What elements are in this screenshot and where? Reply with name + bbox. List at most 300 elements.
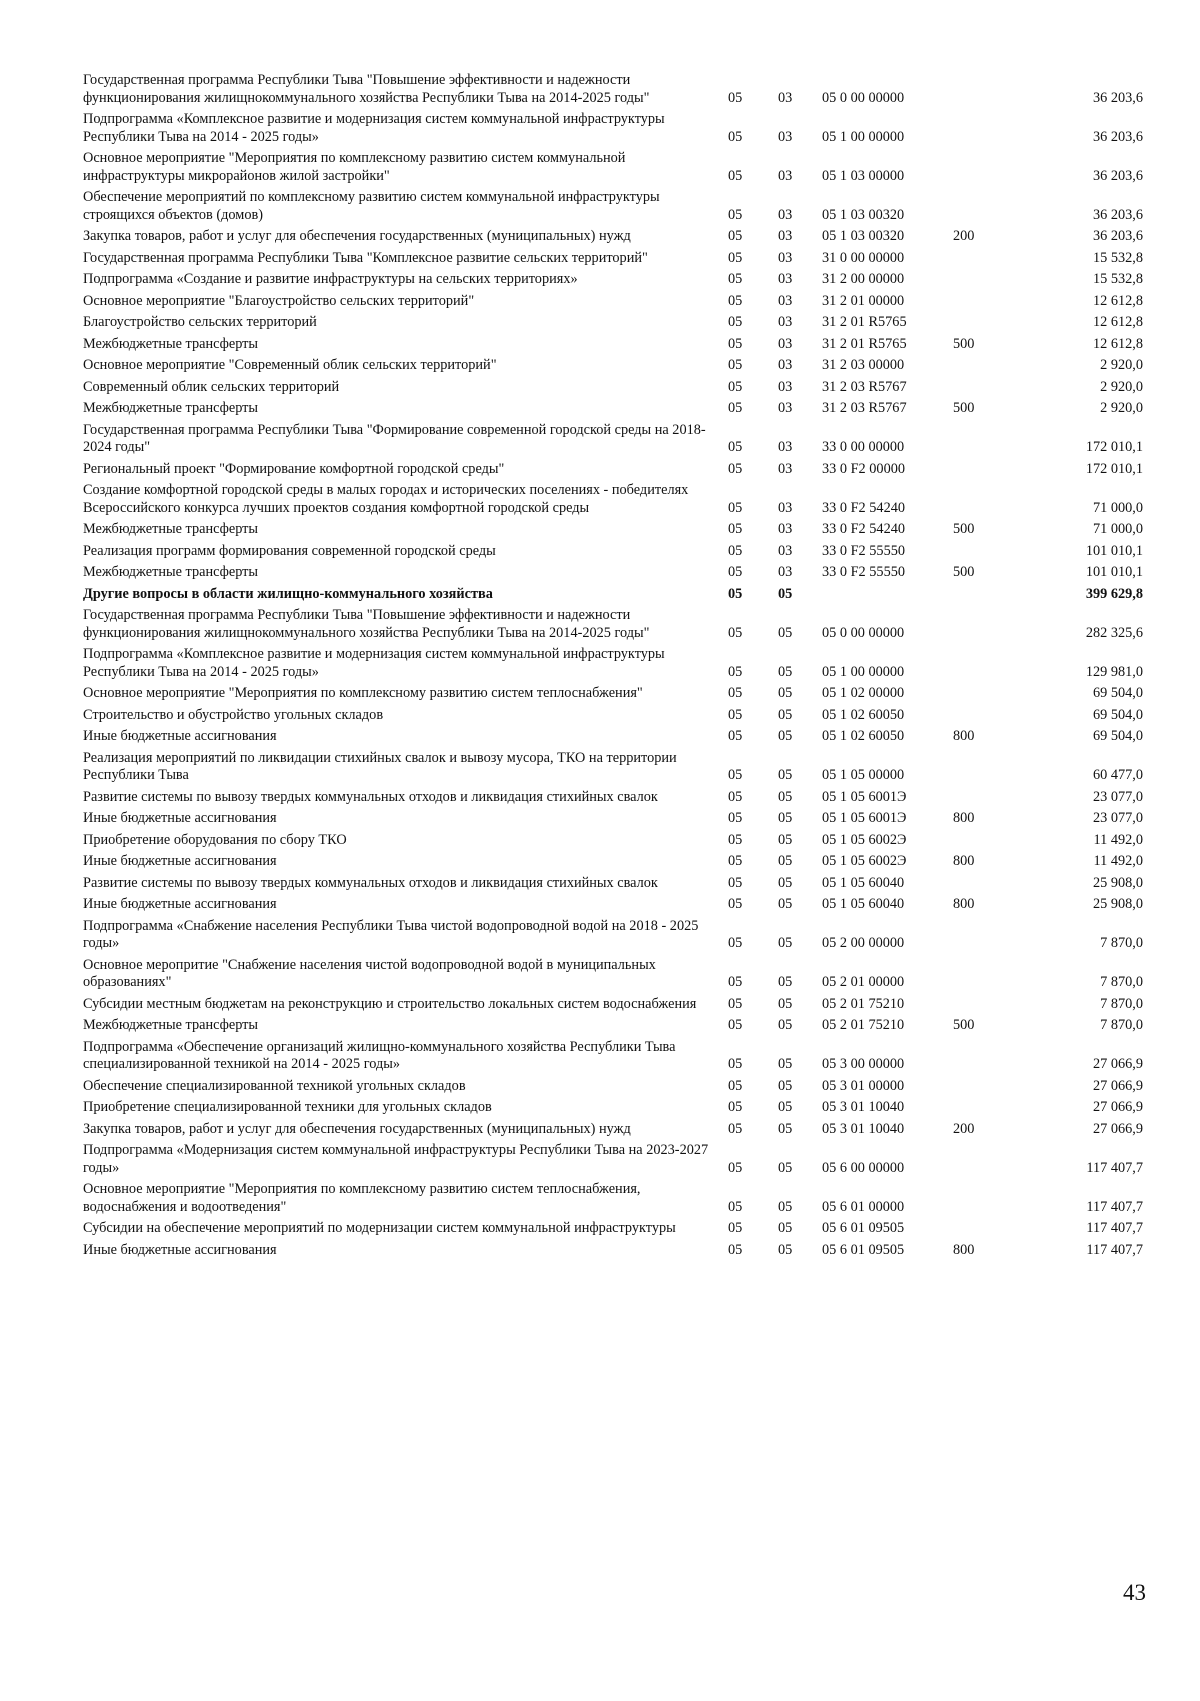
table-row <box>83 312 1143 334</box>
section-code: 05 <box>728 206 743 223</box>
budget-item-name: Основное мероприятие "Мероприятия по комплексному развитию систем коммунальной инфраструктуры микрорайонов жилой застройки" <box>83 150 626 184</box>
subsection-code: 03 <box>778 378 793 395</box>
budget-item-name: Подпрограмма «Обеспечение организаций жилищно-коммунального хозяйства Республики Тыва специализированной техникой на 2014 - 2025 годы» <box>83 1038 676 1072</box>
target-article-code: 05 3 00 00000 <box>822 1056 905 1072</box>
amount: 7 870,0 <box>1100 974 1143 990</box>
budget-item-name: Межбюджетные трансферты <box>83 335 259 352</box>
budget-item-name: Современный облик сельских территорий <box>83 378 340 395</box>
expense-type-code <box>953 705 1026 727</box>
subsection-code: 03 <box>778 357 793 373</box>
target-article-code: 05 2 01 75210 <box>822 1017 905 1033</box>
budget-item-name: Межбюджетные трансферты <box>83 564 259 580</box>
expense-type-code <box>953 787 1026 809</box>
amount: 117 407,7 <box>1086 1159 1143 1176</box>
target-article-code: 05 1 00 00000 <box>822 128 905 145</box>
budget-item-name: Субсидии местным бюджетам на реконструкцию и строительство локальных систем водоснабжения <box>83 995 697 1012</box>
subsection-code: 05 <box>778 788 793 805</box>
target-article-code <box>822 584 953 606</box>
expense-type-code <box>953 683 1026 705</box>
section-code: 05 <box>728 357 743 373</box>
section-code: 05 <box>728 585 743 602</box>
budget-item-name: Развитие системы по вывозу твердых коммунальных отходов и ликвидация стихийных свалок <box>83 788 658 805</box>
budget-item-name: Подпрограмма «Комплексное развитие и модернизация систем коммунальной инфраструктуры Республики Тыва на 2014 - 2025 годы» <box>83 111 665 145</box>
amount: 36 203,6 <box>1092 206 1143 223</box>
table-row <box>83 1119 1143 1141</box>
table-row <box>83 683 1143 705</box>
budget-item-name: Межбюджетные трансферты <box>83 521 259 537</box>
section-code: 05 <box>728 624 743 641</box>
table-row <box>83 541 1143 563</box>
budget-item-name: Другие вопросы в области жилищно-коммунального хозяйства <box>83 585 493 602</box>
expense-type-code <box>953 1140 1026 1179</box>
amount: 117 407,7 <box>1086 1241 1143 1258</box>
target-article-code: 31 2 01 R5765 <box>822 314 907 330</box>
expense-type-code: 500 <box>953 521 975 537</box>
target-article-code: 05 1 05 6002Э <box>822 831 907 848</box>
table-row <box>83 562 1143 584</box>
expense-type-code: 200 <box>953 1120 975 1137</box>
budget-item-name: Межбюджетные трансферты <box>83 1017 259 1033</box>
document-page <box>83 70 1143 1261</box>
table-row <box>83 1240 1143 1262</box>
amount: 117 407,7 <box>1086 1198 1143 1215</box>
subsection-code: 03 <box>778 228 793 244</box>
section-code: 05 <box>728 685 743 701</box>
amount: 129 981,0 <box>1085 663 1143 680</box>
table-row <box>83 1218 1143 1240</box>
section-code: 05 <box>728 663 743 680</box>
amount: 101 010,1 <box>1085 542 1143 559</box>
subsection-code: 05 <box>778 1241 793 1258</box>
section-code: 05 <box>728 521 743 537</box>
subsection-code: 03 <box>778 439 793 455</box>
budget-item-name: Государственная программа Республики Тыва "Комплексное развитие сельских территорий" <box>83 249 648 266</box>
table-row <box>83 1076 1143 1098</box>
section-code: 05 <box>728 460 743 477</box>
subsection-code: 03 <box>778 292 793 309</box>
subsection-code: 05 <box>778 831 793 848</box>
section-code: 05 <box>728 1099 743 1115</box>
expense-type-code: 200 <box>953 228 975 244</box>
subsection-code: 05 <box>778 1198 793 1215</box>
section-code: 05 <box>728 1241 743 1258</box>
table-row <box>83 480 1143 519</box>
subsection-code: 03 <box>778 542 793 559</box>
section-code: 05 <box>728 292 743 309</box>
target-article-code: 05 6 01 09505 <box>822 1241 905 1258</box>
table-row <box>83 1140 1143 1179</box>
table-row <box>83 248 1143 270</box>
target-article-code: 05 0 00 00000 <box>822 624 905 641</box>
amount: 36 203,6 <box>1092 128 1143 145</box>
subsection-code: 05 <box>778 1099 793 1115</box>
section-code: 05 <box>728 935 743 951</box>
table-row <box>83 584 1143 606</box>
expense-type-code <box>953 480 1026 519</box>
subsection-code: 05 <box>778 1159 793 1176</box>
target-article-code: 05 1 05 6001Э <box>822 788 907 805</box>
amount: 7 870,0 <box>1100 1017 1143 1033</box>
table-row <box>83 334 1143 356</box>
amount: 12 612,8 <box>1092 335 1143 352</box>
expense-type-code: 800 <box>953 896 975 912</box>
budget-item-name: Основное мероприятие "Благоустройство сельских территорий" <box>83 292 475 309</box>
target-article-code: 31 2 01 R5765 <box>822 335 907 352</box>
amount: 25 908,0 <box>1092 874 1143 891</box>
budget-item-name: Строительство и обустройство угольных складов <box>83 706 384 723</box>
section-code: 05 <box>728 335 743 352</box>
table-row <box>83 187 1143 226</box>
section-code: 05 <box>728 271 743 287</box>
subsection-code: 05 <box>778 685 793 701</box>
table-row <box>83 955 1143 994</box>
subsection-code: 05 <box>778 853 793 869</box>
target-article-code: 33 0 00 00000 <box>822 439 905 455</box>
table-row <box>83 377 1143 399</box>
subsection-code: 03 <box>778 271 793 287</box>
budget-item-name: Региональный проект "Формирование комфортной городской среды" <box>83 460 505 477</box>
budget-item-name: Основное мероприятие "Мероприятия по комплексному развитию систем теплоснабжения" <box>83 685 643 701</box>
target-article-code: 05 3 01 00000 <box>822 1077 905 1094</box>
budget-item-name: Обеспечение специализированной техникой угольных складов <box>83 1077 466 1094</box>
section-code: 05 <box>728 400 743 416</box>
amount: 27 066,9 <box>1092 1056 1143 1072</box>
budget-item-name: Развитие системы по вывозу твердых коммунальных отходов и ликвидация стихийных свалок <box>83 874 658 891</box>
subsection-code: 05 <box>778 995 793 1012</box>
budget-item-name: Государственная программа Республики Тыва "Повышение эффективности и надежности функционирования жилищнокоммунального хозяйства Республики Тыва на 2014-2025 годы" <box>83 607 650 641</box>
budget-item-name: Иные бюджетные ассигнования <box>83 896 277 912</box>
target-article-code: 05 1 00 00000 <box>822 663 905 680</box>
target-article-code: 31 0 00 00000 <box>822 249 905 266</box>
section-code: 05 <box>728 228 743 244</box>
expense-type-code <box>953 830 1026 852</box>
subsection-code: 05 <box>778 1220 793 1236</box>
amount: 69 504,0 <box>1092 706 1143 723</box>
amount: 27 066,9 <box>1092 1120 1143 1137</box>
target-article-code: 31 2 03 R5767 <box>822 378 907 395</box>
budget-item-name: Закупка товаров, работ и услуг для обеспечения государственных (муниципальных) нужд <box>83 1120 631 1137</box>
amount: 2 920,0 <box>1100 378 1143 395</box>
table-row <box>83 605 1143 644</box>
amount: 69 504,0 <box>1092 685 1143 701</box>
budget-item-name: Государственная программа Республики Тыва "Формирование современной городской среды на 2018-2024 годы" <box>83 421 706 455</box>
expense-type-code: 500 <box>953 564 975 580</box>
amount: 7 870,0 <box>1100 935 1143 951</box>
budget-item-name: Подпрограмма «Создание и развитие инфраструктуры на сельских территориях» <box>83 271 578 287</box>
subsection-code: 03 <box>778 521 793 537</box>
expense-type-code: 800 <box>953 1241 975 1258</box>
amount: 2 920,0 <box>1100 357 1143 373</box>
section-code: 05 <box>728 1159 743 1176</box>
expense-type-code <box>953 187 1026 226</box>
subsection-code: 05 <box>778 624 793 641</box>
target-article-code: 31 2 03 00000 <box>822 357 905 373</box>
budget-item-name: Основное мероприятие "Современный облик сельских территорий" <box>83 357 497 373</box>
target-article-code: 31 2 01 00000 <box>822 292 905 309</box>
budget-item-name: Иные бюджетные ассигнования <box>83 728 277 744</box>
section-code: 05 <box>728 89 743 106</box>
amount: 27 066,9 <box>1092 1077 1143 1094</box>
subsection-code: 05 <box>778 874 793 891</box>
target-article-code: 33 0 F2 55550 <box>822 564 906 580</box>
subsection-code: 03 <box>778 206 793 223</box>
table-row <box>83 398 1143 420</box>
subsection-code: 03 <box>778 128 793 145</box>
subsection-code: 05 <box>778 706 793 723</box>
table-row <box>83 894 1143 916</box>
table-row <box>83 830 1143 852</box>
subsection-code: 05 <box>778 810 793 826</box>
section-code: 05 <box>728 314 743 330</box>
target-article-code: 05 3 01 10040 <box>822 1099 905 1115</box>
section-code: 05 <box>728 831 743 848</box>
section-code: 05 <box>728 995 743 1012</box>
table-row <box>83 459 1143 481</box>
expense-type-code <box>953 355 1026 377</box>
expense-type-code <box>953 916 1026 955</box>
amount: 15 532,8 <box>1092 249 1143 266</box>
budget-item-name: Иные бюджетные ассигнования <box>83 1241 277 1258</box>
section-code: 05 <box>728 542 743 559</box>
expense-type-code <box>953 605 1026 644</box>
amount: 36 203,6 <box>1092 228 1143 244</box>
budget-item-name: Государственная программа Республики Тыва "Повышение эффективности и надежности функционирования жилищнокоммунального хозяйства Республики Тыва на 2014-2025 годы" <box>83 72 650 106</box>
budget-item-name: Создание комфортной городской среды в малых городах и исторических поселениях - победителях Всероссийского конкурса лучших проектов создания комфортной городской среды <box>83 482 689 516</box>
section-code: 05 <box>728 974 743 990</box>
amount: 282 325,6 <box>1085 624 1143 641</box>
expense-type-code <box>953 269 1026 291</box>
amount: 11 492,0 <box>1093 831 1143 848</box>
target-article-code: 31 2 03 R5767 <box>822 400 907 416</box>
expense-type-code <box>953 873 1026 895</box>
expense-type-code <box>953 1179 1026 1218</box>
section-code: 05 <box>728 1077 743 1094</box>
budget-table-body <box>83 70 1143 1261</box>
subsection-code: 05 <box>778 728 793 744</box>
amount: 27 066,9 <box>1092 1099 1143 1115</box>
budget-item-name: Приобретение специализированной техники для угольных складов <box>83 1099 492 1115</box>
section-code: 05 <box>728 1056 743 1072</box>
table-row <box>83 1037 1143 1076</box>
budget-item-name: Реализация программ формирования современной городской среды <box>83 542 496 559</box>
amount: 101 010,1 <box>1085 564 1143 580</box>
expense-type-code: 500 <box>953 400 975 416</box>
target-article-code: 05 1 02 00000 <box>822 685 905 701</box>
table-row <box>83 644 1143 683</box>
target-article-code: 33 0 F2 54240 <box>822 521 906 537</box>
target-article-code: 33 0 F2 55550 <box>822 542 906 559</box>
budget-item-name: Подпрограмма «Модернизация систем коммунальной инфраструктуры Республики Тыва на 2023-2027 годы» <box>83 1142 709 1176</box>
amount: 60 477,0 <box>1092 767 1143 783</box>
target-article-code: 05 1 05 6002Э <box>822 853 907 869</box>
table-row <box>83 726 1143 748</box>
amount: 12 612,8 <box>1092 314 1143 330</box>
expense-type-code <box>953 312 1026 334</box>
table-row <box>83 519 1143 541</box>
table-row <box>83 1015 1143 1037</box>
subsection-code: 05 <box>778 1017 793 1033</box>
expense-type-code <box>953 748 1026 787</box>
section-code: 05 <box>728 1220 743 1236</box>
target-article-code: 33 0 F2 00000 <box>822 460 906 477</box>
subsection-code: 03 <box>778 167 793 184</box>
amount: 15 532,8 <box>1092 271 1143 287</box>
budget-item-name: Обеспечение мероприятий по комплексному развитию систем коммунальной инфраструктуры строящихся объектов (домов) <box>83 189 660 223</box>
amount: 36 203,6 <box>1092 167 1143 184</box>
section-code: 05 <box>728 1120 743 1137</box>
table-row <box>83 420 1143 459</box>
expense-type-code <box>953 109 1026 148</box>
budget-item-name: Благоустройство сельских территорий <box>83 314 317 330</box>
table-row <box>83 851 1143 873</box>
target-article-code: 05 6 01 09505 <box>822 1220 905 1236</box>
section-code: 05 <box>728 728 743 744</box>
section-code: 05 <box>728 564 743 580</box>
subsection-code: 03 <box>778 249 793 266</box>
expense-type-code <box>953 377 1026 399</box>
target-article-code: 31 2 00 00000 <box>822 271 905 287</box>
table-row <box>83 109 1143 148</box>
section-code: 05 <box>728 874 743 891</box>
subsection-code: 03 <box>778 564 793 580</box>
expense-type-code: 800 <box>953 810 975 826</box>
target-article-code: 05 1 03 00000 <box>822 167 905 184</box>
target-article-code: 05 2 00 00000 <box>822 935 905 951</box>
target-article-code: 05 0 00 00000 <box>822 89 905 106</box>
amount: 71 000,0 <box>1092 499 1143 516</box>
table-row <box>83 916 1143 955</box>
target-article-code: 05 1 05 60040 <box>822 874 905 891</box>
table-row <box>83 1097 1143 1119</box>
budget-item-name: Подпрограмма «Комплексное развитие и модернизация систем коммунальной инфраструктуры Республики Тыва на 2014 - 2025 годы» <box>83 646 665 680</box>
expense-type-code <box>953 459 1026 481</box>
target-article-code: 05 1 02 60050 <box>822 706 905 723</box>
expense-type-code <box>953 1097 1026 1119</box>
target-article-code: 05 1 03 00320 <box>822 206 905 223</box>
section-code: 05 <box>728 128 743 145</box>
subsection-code: 03 <box>778 499 793 516</box>
subsection-code: 05 <box>778 1056 793 1072</box>
amount: 117 407,7 <box>1086 1220 1143 1236</box>
amount: 25 908,0 <box>1092 896 1143 912</box>
expense-type-code <box>953 1076 1026 1098</box>
page-number: 43 <box>1123 1580 1146 1605</box>
table-row <box>83 148 1143 187</box>
subsection-code: 05 <box>778 896 793 912</box>
subsection-code: 05 <box>778 767 793 783</box>
section-code: 05 <box>728 499 743 516</box>
amount: 172 010,1 <box>1085 439 1143 455</box>
subsection-code: 05 <box>778 974 793 990</box>
target-article-code: 05 2 01 00000 <box>822 974 905 990</box>
target-article-code: 05 6 01 00000 <box>822 1198 905 1215</box>
subsection-code: 05 <box>778 585 793 602</box>
target-article-code: 05 1 05 00000 <box>822 767 905 783</box>
table-row <box>83 787 1143 809</box>
section-code: 05 <box>728 1017 743 1033</box>
section-code: 05 <box>728 1198 743 1215</box>
subsection-code: 03 <box>778 314 793 330</box>
section-code: 05 <box>728 853 743 869</box>
subsection-code: 03 <box>778 400 793 416</box>
table-row <box>83 705 1143 727</box>
subsection-code: 03 <box>778 460 793 477</box>
subsection-code: 03 <box>778 335 793 352</box>
amount: 11 492,0 <box>1093 853 1143 869</box>
budget-item-name: Субсидии на обеспечение мероприятий по модернизации систем коммунальной инфраструктуры <box>83 1220 676 1236</box>
budget-item-name: Межбюджетные трансферты <box>83 400 259 416</box>
expense-type-code: 800 <box>953 728 975 744</box>
target-article-code: 33 0 F2 54240 <box>822 499 906 516</box>
table-row <box>83 808 1143 830</box>
amount: 2 920,0 <box>1100 400 1143 416</box>
target-article-code: 05 1 03 00320 <box>822 228 905 244</box>
section-code: 05 <box>728 788 743 805</box>
expense-type-code: 500 <box>953 1017 975 1033</box>
table-row <box>83 226 1143 248</box>
expense-type-code <box>953 420 1026 459</box>
section-code: 05 <box>728 249 743 266</box>
subsection-code: 05 <box>778 935 793 951</box>
section-code: 05 <box>728 167 743 184</box>
expense-type-code <box>953 291 1026 313</box>
target-article-code: 05 6 00 00000 <box>822 1159 905 1176</box>
amount: 71 000,0 <box>1092 521 1143 537</box>
table-row <box>83 70 1143 109</box>
target-article-code: 05 3 01 10040 <box>822 1120 905 1137</box>
amount: 36 203,6 <box>1092 89 1143 106</box>
expense-type-code <box>953 955 1026 994</box>
section-code: 05 <box>728 378 743 395</box>
budget-item-name: Иные бюджетные ассигнования <box>83 853 277 869</box>
expense-type-code <box>953 148 1026 187</box>
subsection-code: 05 <box>778 663 793 680</box>
expense-type-code <box>953 541 1026 563</box>
subsection-code: 05 <box>778 1120 793 1137</box>
expense-type-code <box>953 70 1026 109</box>
target-article-code: 05 2 01 75210 <box>822 995 905 1012</box>
expense-type-code <box>953 644 1026 683</box>
table-row <box>83 291 1143 313</box>
target-article-code: 05 1 05 6001Э <box>822 810 907 826</box>
expense-type-code <box>953 248 1026 270</box>
amount: 23 077,0 <box>1092 810 1143 826</box>
expense-type-code <box>953 994 1026 1016</box>
budget-item-name: Приобретение оборудования по сбору ТКО <box>83 831 347 848</box>
budget-item-name: Иные бюджетные ассигнования <box>83 810 277 826</box>
budget-item-name: Закупка товаров, работ и услуг для обеспечения государственных (муниципальных) нужд <box>83 228 631 244</box>
target-article-code: 05 1 02 60050 <box>822 728 905 744</box>
section-code: 05 <box>728 810 743 826</box>
section-code: 05 <box>728 706 743 723</box>
expense-type-code: 500 <box>953 335 975 352</box>
amount: 399 629,8 <box>1085 585 1143 602</box>
budget-item-name: Основное меропритие "Снабжение населения чистой водопроводной водой в муниципальных образованиях" <box>83 956 656 990</box>
subsection-code: 05 <box>778 1077 793 1094</box>
amount: 69 504,0 <box>1092 728 1143 744</box>
table-row <box>83 269 1143 291</box>
budget-item-name: Основное мероприятие "Мероприятия по комплексному развитию систем теплоснабжения, водоснабжения и водоотведения" <box>83 1181 641 1215</box>
amount: 23 077,0 <box>1092 788 1143 805</box>
table-row <box>83 355 1143 377</box>
table-row <box>83 873 1143 895</box>
expense-type-code <box>953 1218 1026 1240</box>
section-code: 05 <box>728 767 743 783</box>
budget-table <box>83 70 1143 1261</box>
section-code: 05 <box>728 896 743 912</box>
expense-type-code: 800 <box>953 853 975 869</box>
subsection-code: 03 <box>778 89 793 106</box>
